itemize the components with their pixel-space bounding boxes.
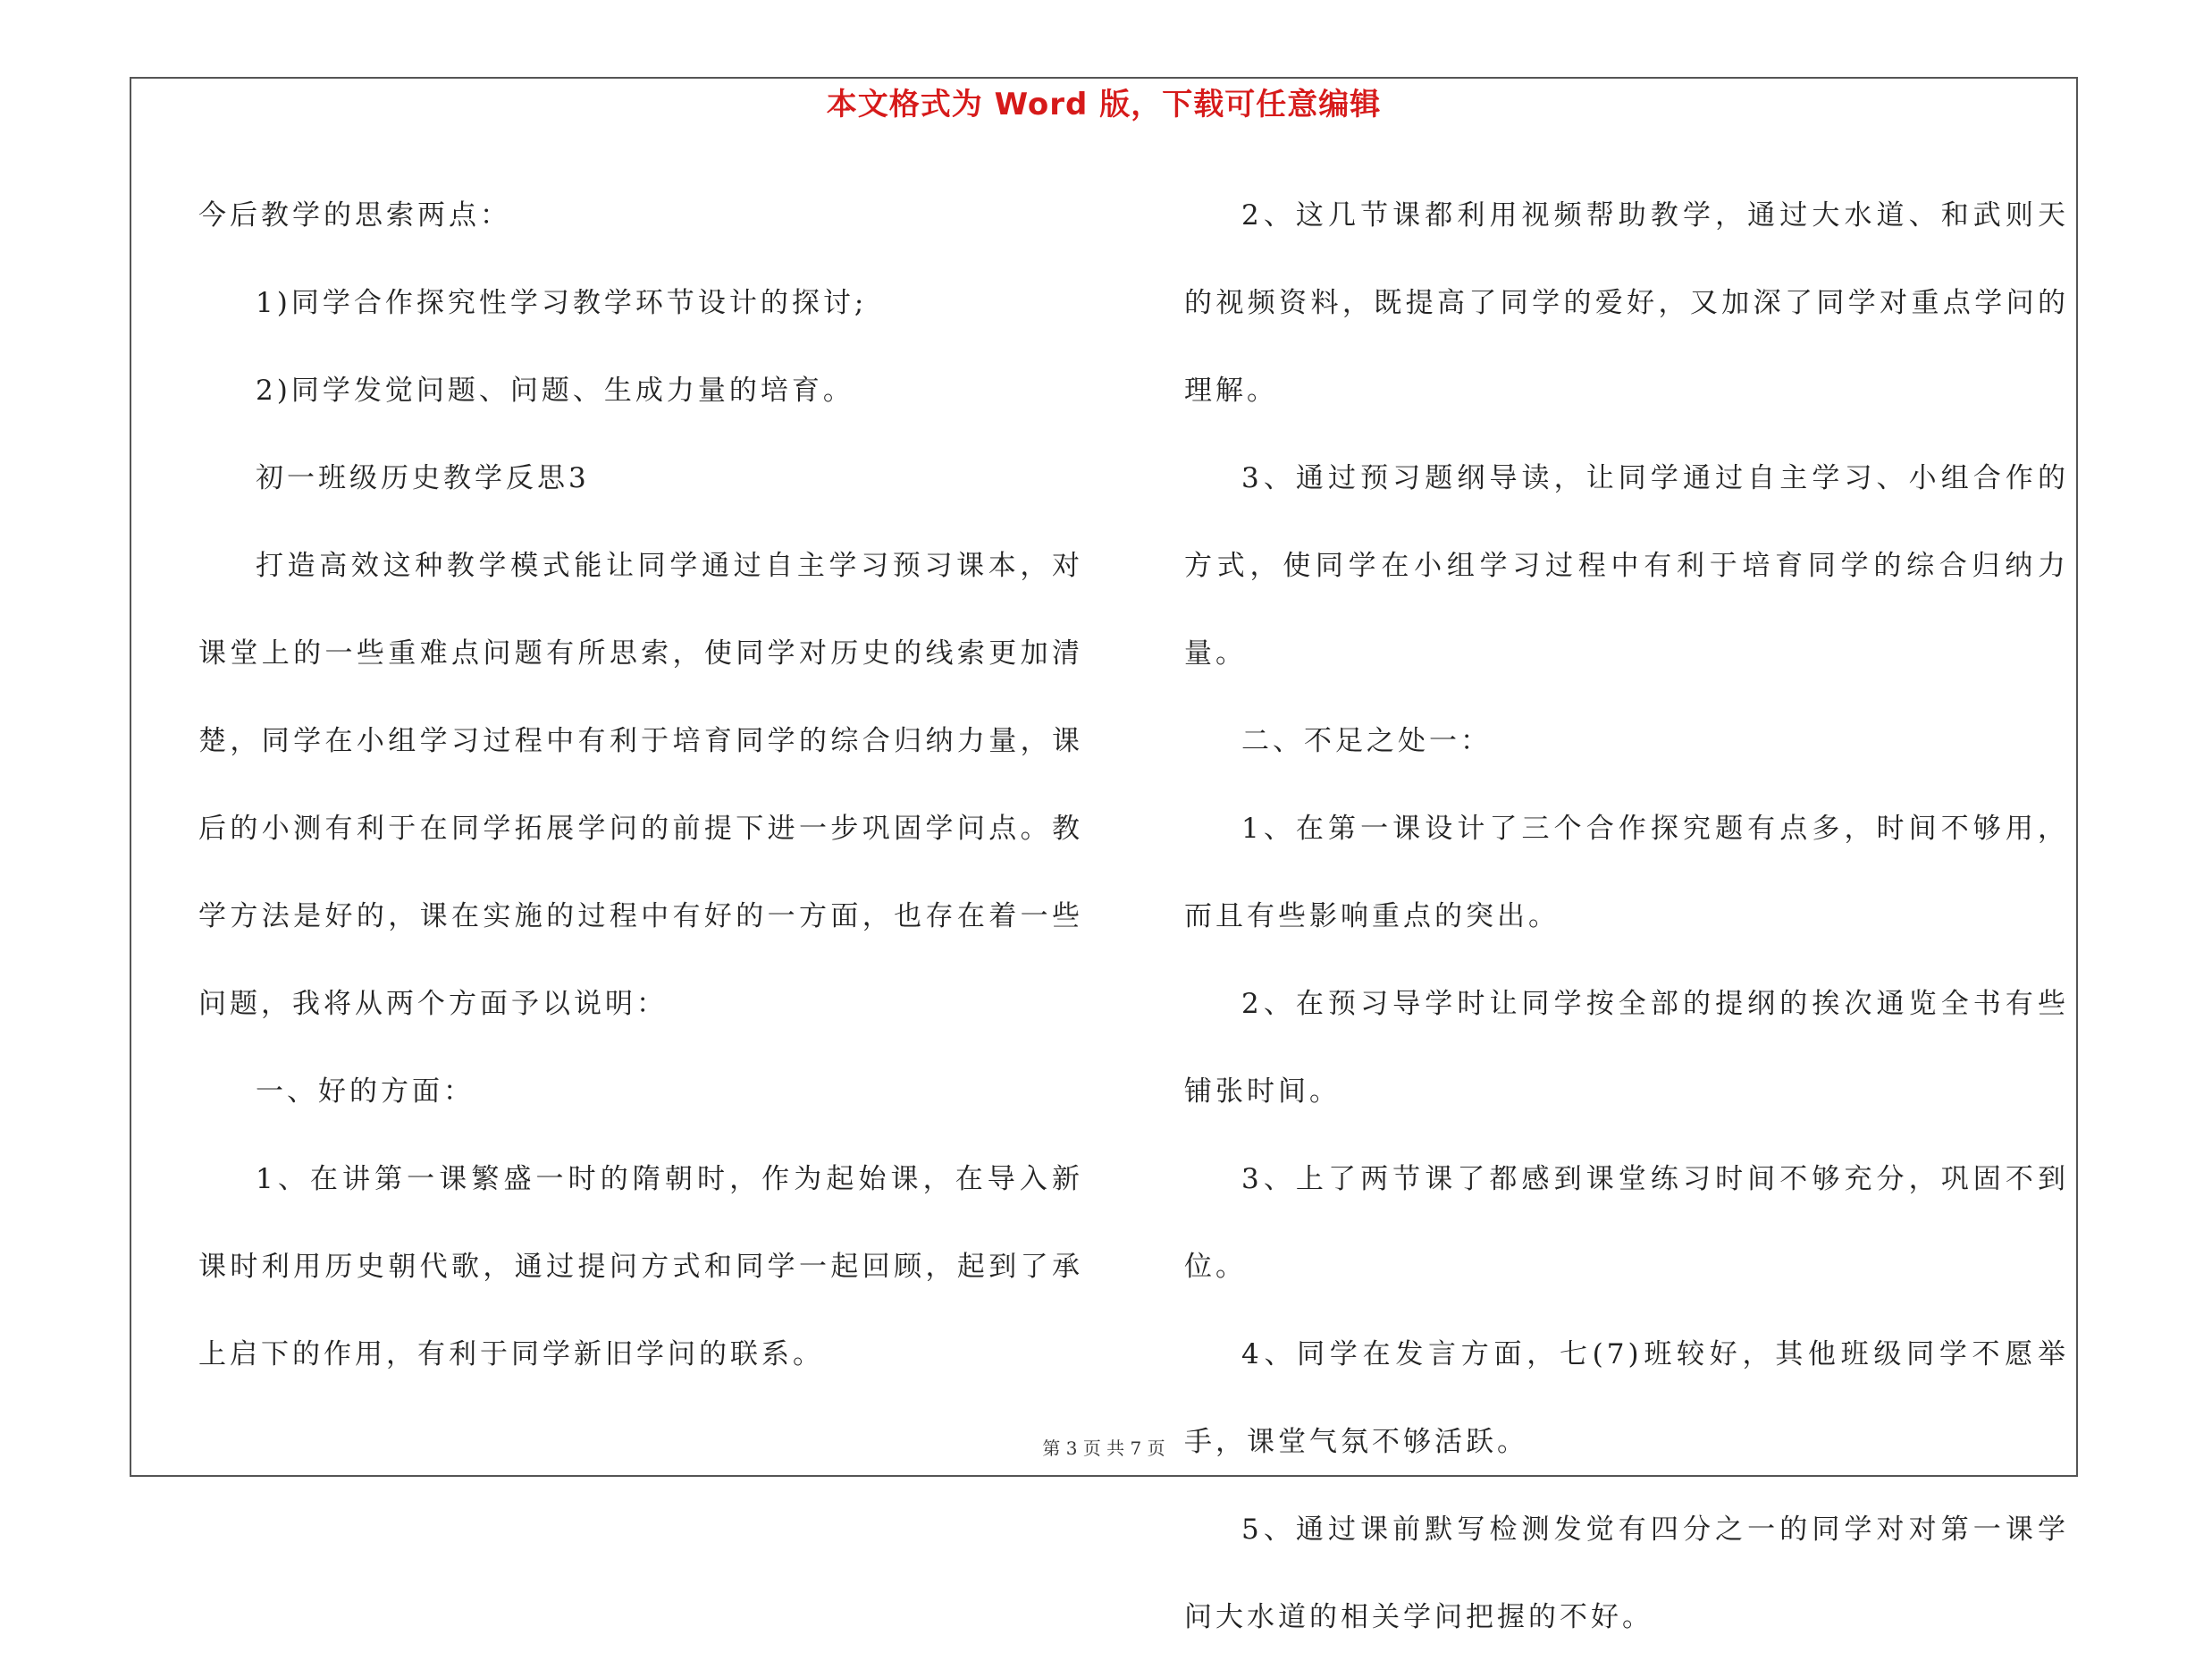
paragraph: 1)同学合作探究性学习教学环节设计的探讨; bbox=[256, 287, 868, 319]
section-heading: 二、不足之处一： bbox=[1241, 725, 1492, 757]
section-heading: 初一班级历史教学反思3 bbox=[256, 462, 590, 494]
paragraph: 2、这几节课都利用视频帮助教学，通过大水道、和武则天的视频资料，既提高了同学的爱好，又加深了同学对重点学问的理解。 bbox=[1184, 199, 2069, 407]
paragraph: 5、通过课前默写检测发觉有四分之一的同学对对第一课学问大水道的相关学问把握的不好。 bbox=[1184, 1513, 2069, 1633]
format-banner: 本文格式为 Word 版，下载可任意编辑 bbox=[826, 87, 1382, 122]
paragraph: 今后教学的思索两点： bbox=[198, 199, 511, 232]
paragraph: 1、在讲第一课繁盛一时的隋朝时，作为起始课，在导入新课时利用历史朝代歌，通过提问方式和同学一起回顾，起到了承上启下的作用，有利于同学新旧学问的联系。 bbox=[198, 1163, 1083, 1370]
paragraph: 3、通过预习题纲导读，让同学通过自主学习、小组合作的方式，使同学在小组学习过程中有利于培育同学的综合归纳力量。 bbox=[1184, 462, 2069, 670]
paragraph: 4、同学在发言方面，七(7)班较好，其他班级同学不愿举手，课堂气氛不够活跃。 bbox=[1184, 1338, 2069, 1458]
page-number-footer: 第 3 页 共 7 页 bbox=[1042, 1438, 1165, 1459]
paragraph: 2、在预习导学时让同学按全部的提纲的挨次通览全书有些铺张时间。 bbox=[1184, 988, 2069, 1108]
paragraph: 1、在第一课设计了三个合作探究题有点多，时间不够用，而且有些影响重点的突出。 bbox=[1184, 813, 2069, 932]
paragraph: 打造高效这种教学模式能让同学通过自主学习预习课本，对课堂上的一些重难点问题有所思索，使同学对历史的线索更加清楚，同学在小组学习过程中有利于培育同学的综合归纳力量，课后的小测有利于在同学拓展学问的前提下进一步巩固学问点。教学方法是好的，课在实施的过程中有好的一方面，也存在着一些问题，我将从两个方面予以说明： bbox=[198, 550, 1083, 1020]
section-heading: 一、好的方面： bbox=[256, 1075, 475, 1108]
paragraph: 2)同学发觉问题、问题、生成力量的培育。 bbox=[256, 375, 854, 407]
left-column bbox=[198, 172, 1083, 1398]
paragraph: 3、上了两节课了都感到课堂练习时间不够充分，巩固不到位。 bbox=[1184, 1163, 2069, 1283]
